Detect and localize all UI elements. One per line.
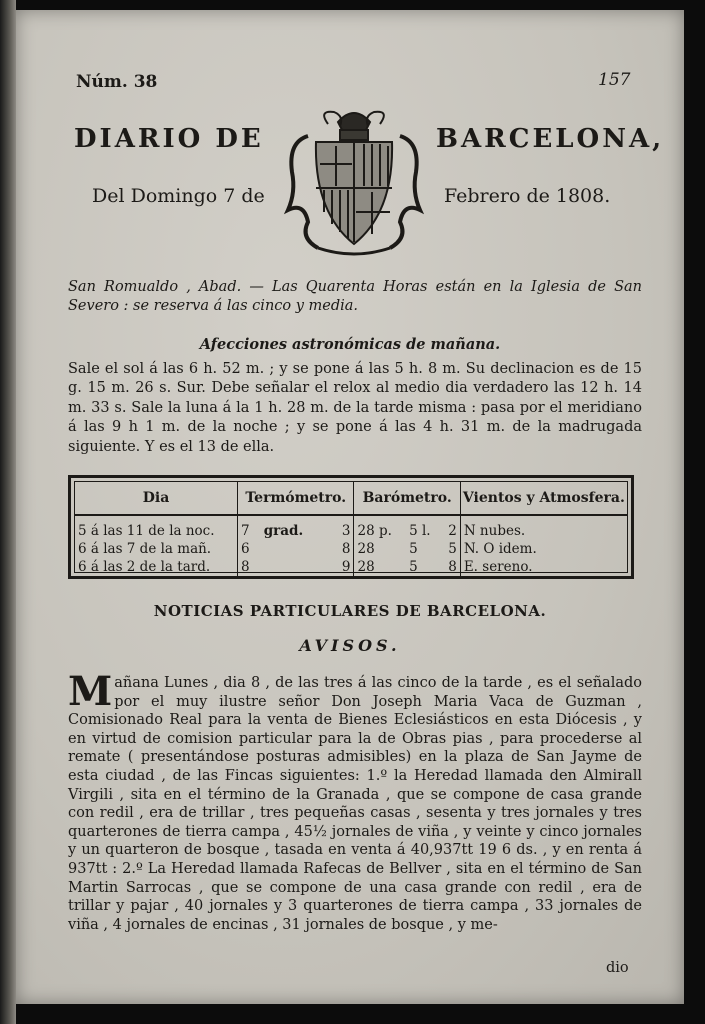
avisos-paragraph xyxy=(68,668,642,934)
page-number: 157 xyxy=(598,70,631,90)
date-left: Del Domingo 7 de xyxy=(92,185,265,207)
row-term-c: 9 xyxy=(331,558,354,576)
col-dia: Dia xyxy=(75,482,238,515)
date-right: Febrero de 1808. xyxy=(444,185,611,207)
catchword: dio xyxy=(606,960,629,976)
drop-cap: M xyxy=(68,668,113,715)
noticias-heading: NOTICIAS PARTICULARES DE BARCELONA. xyxy=(153,602,547,620)
weather-table xyxy=(68,475,634,579)
row-dia: 6 á las 2 de la tard. xyxy=(75,558,238,576)
row-wind: N. O idem. xyxy=(463,541,537,557)
table-row xyxy=(75,540,627,558)
astronomy-paragraph: Sale el sol á las 6 h. 52 m. ; y se pone á las 5 h. 8 m. Su declinacion es de 15 g. 15 m. 26 s. Sur. Debe señalar el relox al medio dia verdadero las 12 h. 14 m. 33 s. Sale la luna á la 1 h. 28 m. de la tarde misma : pasa por el meridiano á las 9 h 1 m. de la noche ; y se pone á las 4 h. 31 m. de la madrugada siguiente. Y es el 13 de ella. xyxy=(68,361,642,455)
row-baro-a: 28 p. xyxy=(357,523,392,539)
table-row xyxy=(75,515,627,540)
row-baro-c: 8 xyxy=(441,558,460,576)
row-baro-c: 2 xyxy=(441,515,460,540)
row-term-a: 7 xyxy=(241,523,250,539)
newspaper-page xyxy=(16,10,684,1004)
masthead-title-right: BARCELONA, xyxy=(436,124,665,154)
row-dia: 6 á las 7 de la mañ. xyxy=(75,540,238,558)
avisos-text: añana Lunes , dia 8 , de las tres á las cinco de la tarde , es el señalado por el muy ilustre señor Don Joseph Maria Vaca de Guzman , Comisionado Real para la venta de Bienes Eclesiásticos en esta Diócesis , y en virtud de comision particular para la de Obras pias , para procederse al remate ( presentándose posturas admisibles) en la plaza de San Jayme de esta ciudad , de las Fincas siguientes: 1.º la Heredad llamada den Almirall Virgili , sita en el término de la Granada , que se compone de casa grande con redil , era de trillar , tres pequeñas casas , sesenta y tres jornales y tres quarterones de tierra campa , 45½ jornales de viña , y veinte y cinco jornales y un quarteron de bosque , tasada en venta á 40,937tt 19 6 ds. , y en renta á 937tt : 2.º La Heredad llamada Rafecas de Bellver , sita en el término de San Martin Sarrocas , que se compone de una casa grande con redil , era de trillar y pajar , 40 jornales y 3 quarterones de tierra campa , 33 jornales de viña , 4 jornales de encinas , 31 jornales de bosque , y me- xyxy=(68,675,642,933)
table-row xyxy=(75,558,627,576)
row-term-a: 6 xyxy=(241,541,250,557)
col-vientos: Vientos y Atmosfera. xyxy=(460,482,627,515)
row-baro-a: 28 xyxy=(357,541,375,557)
book-gutter xyxy=(0,0,16,1024)
col-termometro: Termómetro. xyxy=(238,482,354,515)
row-term-c: 3 xyxy=(331,515,354,540)
row-baro-b: 5 l. xyxy=(409,523,431,539)
row-term-b xyxy=(261,540,331,558)
row-term-a: 8 xyxy=(241,559,250,575)
row-term-b: grad. xyxy=(263,523,304,539)
masthead-title-left: DIARIO DE xyxy=(74,124,264,154)
astronomy-heading: Afecciones astronómicas de mañana. xyxy=(199,336,501,353)
row-baro-a: 28 xyxy=(357,559,375,575)
saints-of-the-day: San Romualdo , Abad. — Las Quarenta Horas están en la Iglesia de San Severo : se reserva á las cinco y media. xyxy=(68,279,642,314)
row-term-b xyxy=(261,558,331,576)
row-term-c: 8 xyxy=(331,540,354,558)
col-barometro: Barómetro. xyxy=(354,482,460,515)
row-baro-b: 5 xyxy=(409,559,418,575)
row-wind: N nubes. xyxy=(463,523,526,539)
coat-of-arms-icon xyxy=(278,102,430,262)
weather-table-header xyxy=(75,482,627,515)
row-dia: 5 á las 11 de la noc. xyxy=(75,515,238,540)
issue-number: Núm. 38 xyxy=(76,72,158,92)
row-wind: E. sereno. xyxy=(463,559,533,575)
row-baro-c: 5 xyxy=(441,540,460,558)
avisos-heading: AVISOS. xyxy=(299,636,401,655)
row-baro-b: 5 xyxy=(409,541,418,557)
